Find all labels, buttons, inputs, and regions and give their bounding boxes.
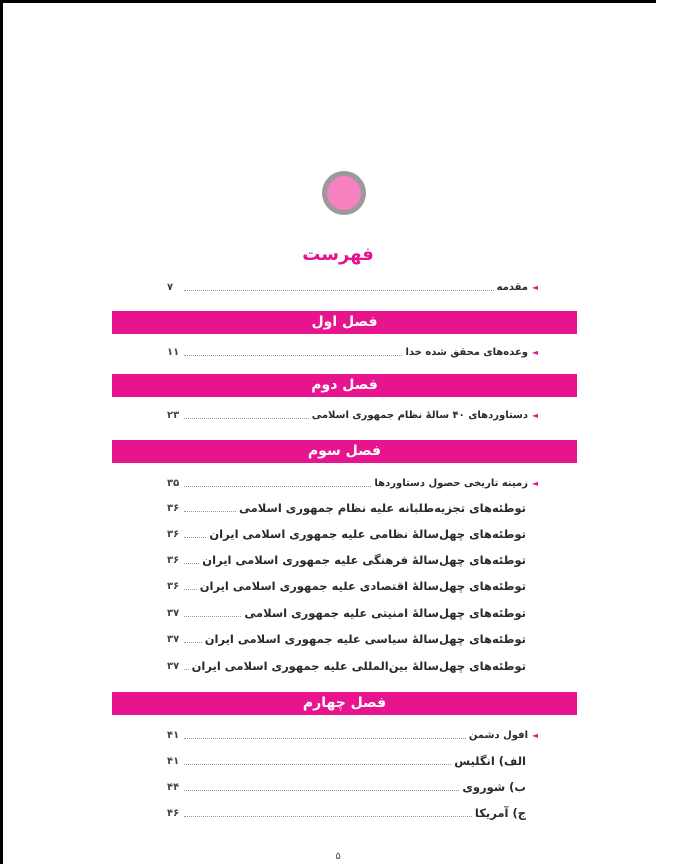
chapter-band-2 (112, 374, 577, 397)
dot-leader (184, 790, 459, 791)
chapter-band-1 (112, 311, 577, 334)
toc-subentry[interactable] (167, 751, 542, 771)
chapter-band-4 (112, 692, 577, 715)
toc-subentry[interactable] (167, 629, 542, 649)
toc-entry-page: ۷ (167, 281, 174, 293)
toc-entry-label: زمینه تاریخی حصول دستاوردها (374, 477, 528, 489)
toc-subentry[interactable] (167, 576, 542, 596)
toc-entry-label: توطئه‌های چهل‌سالۀ سیاسی علیه جمهوری اسلامی ایران (204, 632, 526, 646)
toc-entry-page: ۱۱ (167, 346, 180, 358)
toc-entry-page: ۲۳ (167, 409, 180, 421)
toc-entry-label: توطئه‌های چهل‌سالۀ بین‌المللی علیه جمهوری اسلامی ایران (191, 659, 526, 673)
toc-entry-label: توطئه‌های چهل‌سالۀ نظامی علیه جمهوری اسلامی ایران (209, 527, 526, 541)
dot-leader (184, 563, 199, 564)
toc-entry-page: ۴۱ (167, 755, 180, 767)
toc-entry-page: ۳۶ (167, 554, 180, 566)
toc-entry-label: ب) شوروی (462, 780, 526, 794)
top-border (0, 0, 656, 3)
toc-entry-page: ۳۶ (167, 528, 180, 540)
toc-entry-intro[interactable] (167, 277, 542, 297)
dot-leader (184, 486, 371, 487)
toc-entry-page: ۴۱ (167, 729, 180, 741)
dot-leader (184, 764, 451, 765)
toc-subentry[interactable] (167, 550, 542, 570)
toc-entry-page: ۴۴ (167, 781, 180, 793)
toc-subentry[interactable] (167, 656, 542, 676)
toc-entry-label: توطئه‌های چهل‌سالۀ فرهنگی علیه جمهوری اسلامی ایران (202, 553, 526, 567)
toc-entry[interactable] (167, 342, 542, 362)
toc-entry-page: ۳۷ (167, 607, 180, 619)
toc-entry-label: دستاوردهای ۴۰ سالۀ نظام جمهوری اسلامی (311, 409, 528, 421)
toc-entry-page: ۳۶ (167, 502, 180, 514)
dot-leader (184, 355, 402, 356)
toc-entry-label: افول دشمن (468, 729, 528, 741)
toc-entry-label: مقدمه (496, 281, 528, 293)
toc-entry-page: ۳۷ (167, 660, 180, 672)
chapter-title: فصل سوم (307, 443, 382, 459)
chapter-title: فصل چهارم (302, 695, 387, 711)
bullet-icon: ◄ (531, 347, 539, 357)
toc-entry[interactable] (167, 405, 542, 425)
toc-entry-label: وعده‌های محقق شده خدا (405, 346, 528, 358)
page-number: ۵ (335, 851, 341, 862)
bullet-icon: ◄ (531, 282, 539, 292)
decorative-circle-inner (327, 176, 361, 210)
decorative-circle-icon (322, 171, 366, 215)
dot-leader (184, 290, 494, 291)
toc-subentry[interactable] (167, 524, 542, 544)
dot-leader (184, 537, 206, 538)
toc-entry-page: ۳۵ (167, 477, 180, 489)
toc-entry[interactable] (167, 473, 542, 493)
bullet-icon: ◄ (531, 730, 539, 740)
dot-leader (184, 642, 202, 643)
dot-leader (184, 511, 236, 512)
toc-entry-label: ج) آمریکا (474, 806, 526, 820)
bullet-icon: ◄ (531, 410, 539, 420)
chapter-band-3 (112, 440, 577, 463)
left-border (0, 0, 3, 864)
toc-entry-page: ۳۷ (167, 633, 180, 645)
toc-subentry[interactable] (167, 803, 542, 823)
dot-leader (184, 418, 309, 419)
toc-subentry[interactable] (167, 603, 542, 623)
dot-leader (184, 669, 189, 670)
toc-entry-label: توطئه‌های چهل‌سالۀ امنیتی علیه جمهوری اسلامی (244, 606, 526, 620)
toc-subentry[interactable] (167, 777, 542, 797)
toc-entry-label: الف) انگلیس (454, 754, 526, 768)
dot-leader (184, 589, 197, 590)
dot-leader (184, 616, 241, 617)
bullet-icon: ◄ (531, 478, 539, 488)
toc-entry-label: توطئه‌های تجزیه‌طلبانه علیه نظام جمهوری اسلامی (239, 501, 526, 515)
toc-subentry[interactable] (167, 498, 542, 518)
chapter-title: فصل اول (311, 314, 378, 330)
toc-entry[interactable] (167, 725, 542, 745)
chapter-title: فصل دوم (311, 377, 378, 393)
toc-entry-page: ۴۶ (167, 807, 180, 819)
dot-leader (184, 738, 466, 739)
dot-leader (184, 816, 472, 817)
toc-entry-page: ۳۶ (167, 580, 180, 592)
toc-title: فهرست (302, 244, 374, 265)
toc-entry-label: توطئه‌های چهل‌سالۀ اقتصادی علیه جمهوری اسلامی ایران (199, 579, 526, 593)
